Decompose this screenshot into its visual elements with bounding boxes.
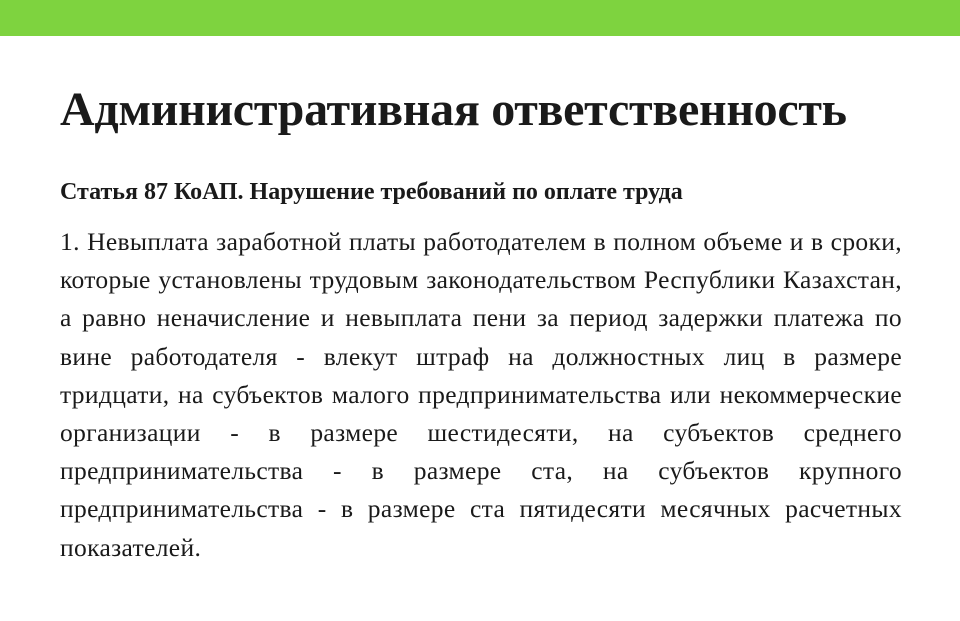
- article-heading: Статья 87 КоАП. Нарушение требований по оплате труда: [60, 179, 683, 205]
- accent-top-bar: [0, 0, 960, 36]
- slide-title: Административная ответственность: [60, 83, 847, 136]
- article-body-text: 1. Невыплата заработной платы работодателем в полном объеме и в сроки, которые установлены трудовым законодательством Республики Казахстан, а равно неначисление и невыплата пени за период задержки платежа по вине работодателя - влекут штраф на должностных лиц в размере тридцати, на субъектов малого предпринимательства или некоммерческие организации - в размере шестидесяти, на субъектов среднего предпринимательства - в размере ста, на субъектов крупного предпринимательства - в размере ста пятидесяти месячных расчетных показателей.: [60, 227, 902, 562]
